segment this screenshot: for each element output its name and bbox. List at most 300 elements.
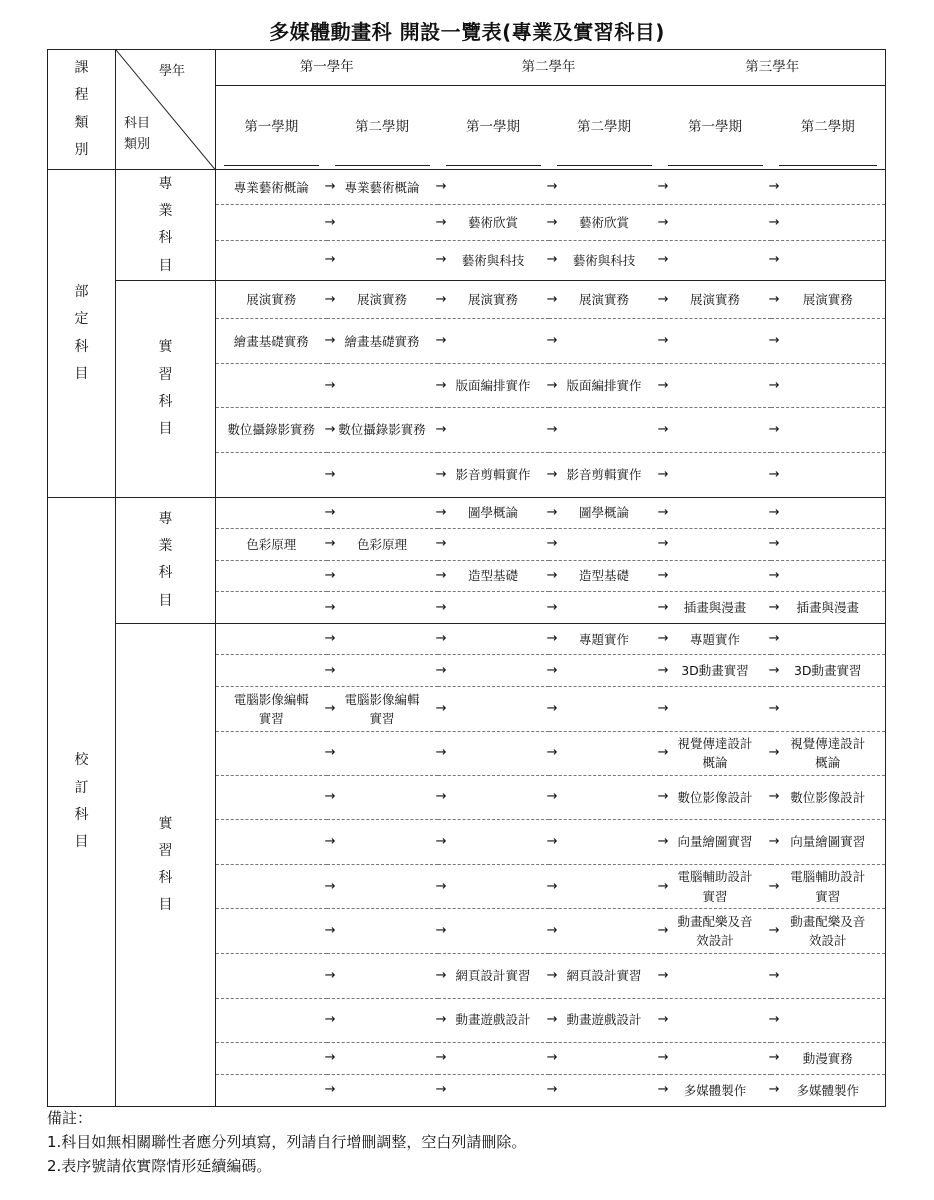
arrow-icon: →: [324, 1082, 336, 1098]
semester-header: [771, 86, 886, 170]
arrow-icon: →: [657, 1082, 669, 1098]
subject-cell: [657, 319, 780, 364]
arrow-icon: →: [657, 833, 669, 849]
arrow-icon: →: [657, 377, 669, 393]
subject-cell: [216, 954, 336, 998]
arrow-icon: →: [768, 833, 780, 849]
subject-cell: [435, 1042, 558, 1074]
subject-cell: [324, 909, 447, 954]
subject-cell: [324, 452, 447, 497]
arrow-icon: →: [435, 1012, 447, 1028]
subject-name: 電腦影像編輯實習: [344, 691, 420, 726]
subject-cell: [546, 819, 669, 864]
table-row: [48, 281, 886, 319]
subject-name: 造型基礎: [578, 568, 629, 584]
arrow-icon: →: [324, 745, 336, 761]
subject-cell: [657, 819, 780, 864]
subject-cell: [435, 865, 558, 909]
arrow-icon: →: [435, 214, 447, 230]
arrow-icon: →: [546, 789, 558, 805]
arrow-icon: →: [546, 377, 558, 393]
subject-cell: [546, 731, 669, 775]
arrow-icon: →: [768, 1082, 780, 1098]
subject-cell: [324, 528, 447, 560]
arrow-icon: →: [435, 252, 447, 268]
arrow-icon: →: [768, 536, 780, 552]
subject-name: 藝術欣賞: [578, 214, 629, 230]
subject-cell: [216, 775, 336, 819]
subject-cell: [546, 528, 669, 560]
arrow-icon: →: [657, 700, 669, 716]
subject-cell: [435, 687, 558, 731]
course-table: [47, 49, 886, 1107]
semester-label: 第二學期: [800, 119, 855, 136]
subject-cell: [657, 687, 780, 731]
arrow-icon: →: [546, 1050, 558, 1066]
arrow-icon: →: [546, 214, 558, 230]
subject-cell: [324, 592, 447, 624]
subject-cell: [768, 408, 886, 452]
subject-cell: [435, 497, 558, 528]
subject-cell: [768, 592, 886, 624]
arrow-icon: →: [768, 745, 780, 761]
arrow-icon: →: [768, 878, 780, 894]
subject-cell: [324, 624, 447, 655]
subject-cell: [768, 319, 886, 364]
arrow-icon: →: [657, 1012, 669, 1028]
arrow-icon: →: [324, 252, 336, 268]
subject-cell: [768, 170, 886, 205]
arrow-icon: →: [546, 252, 558, 268]
subject-cell: [546, 998, 669, 1042]
subject-name: 版面編排實作: [455, 378, 531, 394]
subject-cell: [216, 592, 336, 624]
arrow-icon: →: [768, 967, 780, 983]
subject-name: 專題實作: [578, 631, 629, 647]
arrow-icon: →: [546, 179, 558, 195]
subject-cell: [216, 528, 336, 560]
subject-cell: [216, 452, 336, 497]
subject-cell: [324, 1074, 447, 1106]
subject-cell: [657, 998, 780, 1042]
subject-cell: [768, 497, 886, 528]
arrow-icon: →: [435, 421, 447, 437]
subject-name: 網頁設計實習: [566, 968, 642, 984]
subject-name: 電腦輔助設計實習: [677, 869, 753, 904]
category-school: [48, 497, 116, 1106]
subject-name: 展演實務: [689, 291, 740, 307]
subject-cell: [657, 205, 780, 241]
subject-cell: [657, 592, 780, 624]
subject-cell: [435, 655, 558, 687]
year-header-2: 第二學年: [438, 50, 660, 86]
subject-name: 展演實務: [246, 291, 297, 307]
arrow-icon: →: [435, 504, 447, 520]
subject-cell: [768, 655, 886, 687]
notes-label: 備註：: [47, 1109, 93, 1127]
subject-cell: [216, 687, 336, 731]
subject-type: [116, 170, 216, 281]
subject-cell: [657, 909, 780, 954]
subject-cell: [324, 954, 447, 998]
corner-bottom-label: 科目 類別: [124, 115, 151, 152]
arrow-icon: →: [435, 1082, 447, 1098]
subject-cell: [324, 281, 447, 319]
arrow-icon: →: [657, 214, 669, 230]
subject-cell: [768, 452, 886, 497]
subject-name: 專業藝術概論: [344, 179, 420, 195]
subject-cell: [435, 528, 558, 560]
arrow-icon: →: [546, 291, 558, 307]
semester-header: [216, 86, 327, 170]
subject-cell: [435, 205, 558, 241]
arrow-icon: →: [657, 789, 669, 805]
subject-cell: [768, 819, 886, 864]
subject-name: 電腦影像編輯實習: [233, 691, 309, 726]
subject-name: 3D動畫實習: [681, 663, 749, 679]
subject-cell: [324, 170, 447, 205]
subject-cell: [324, 775, 447, 819]
arrow-icon: →: [324, 1050, 336, 1066]
subject-name: 向量繪圖實習: [677, 834, 753, 850]
semester-underline: [335, 165, 430, 166]
arrow-icon: →: [657, 567, 669, 583]
subject-cell: [768, 281, 886, 319]
subject-cell: [768, 865, 886, 909]
arrow-icon: →: [435, 377, 447, 393]
subject-cell: [216, 655, 336, 687]
corner-top-label: 學年: [158, 64, 185, 79]
subject-cell: [216, 909, 336, 954]
arrow-icon: →: [768, 700, 780, 716]
subject-name: 數位攝錄影實務: [338, 422, 426, 438]
subject-cell: [216, 281, 336, 319]
subject-cell: [216, 865, 336, 909]
subject-name: 色彩原理: [246, 536, 297, 552]
subject-cell: [324, 865, 447, 909]
subject-cell: [546, 775, 669, 819]
arrow-icon: →: [657, 1050, 669, 1066]
year-header-3: 第三學年: [660, 50, 886, 86]
subject-cell: [435, 819, 558, 864]
subject-name: 多媒體製作: [796, 1082, 859, 1098]
subject-cell: [768, 998, 886, 1042]
arrow-icon: →: [768, 662, 780, 678]
subject-cell: [435, 319, 558, 364]
subject-name: 向量繪圖實習: [790, 834, 866, 850]
arrow-icon: →: [657, 745, 669, 761]
arrow-icon: →: [324, 291, 336, 307]
subject-cell: [546, 954, 669, 998]
subject-cell: [768, 624, 886, 655]
category-header-text: 課 程 類 別: [74, 60, 89, 158]
subject-cell: [657, 954, 780, 998]
subject-name: 多媒體製作: [683, 1082, 747, 1098]
arrow-icon: →: [324, 923, 336, 939]
note-item: 2.表序號請依實際情形延續編碼。: [47, 1157, 272, 1175]
subject-name: 圖學概論: [467, 505, 518, 521]
subject-name: 數位影像設計: [790, 789, 866, 805]
subject-cell: [546, 319, 669, 364]
subject-cell: [768, 775, 886, 819]
subject-name: 插畫與漫畫: [683, 599, 747, 615]
arrow-icon: →: [324, 878, 336, 894]
arrow-icon: →: [768, 377, 780, 393]
subject-name: 圖學概論: [578, 505, 629, 521]
semester-label: 第一學期: [466, 119, 520, 136]
subject-cell: [324, 655, 447, 687]
semester-underline: [779, 165, 878, 166]
arrow-icon: →: [768, 599, 780, 615]
subject-cell: [768, 909, 886, 954]
subject-cell: [324, 1042, 447, 1074]
arrow-icon: →: [324, 789, 336, 805]
arrow-icon: →: [324, 466, 336, 482]
subject-name: 展演實務: [802, 291, 853, 307]
arrow-icon: →: [768, 466, 780, 482]
arrow-icon: →: [546, 504, 558, 520]
arrow-icon: →: [435, 599, 447, 615]
subject-cell: [324, 240, 447, 280]
subject-name: 視覺傳達設計概論: [790, 735, 866, 771]
semester-underline: [224, 165, 319, 166]
arrow-icon: →: [324, 504, 336, 520]
arrow-icon: →: [324, 179, 336, 195]
subject-cell: [657, 624, 780, 655]
subject-cell: [768, 205, 886, 241]
subject-cell: [546, 364, 669, 408]
subject-name: 動畫遊戲設計: [455, 1012, 531, 1028]
arrow-icon: →: [546, 878, 558, 894]
subject-cell: [216, 364, 336, 408]
arrow-icon: →: [324, 536, 336, 552]
arrow-icon: →: [768, 567, 780, 583]
subject-name: 展演實務: [467, 291, 518, 307]
arrow-icon: →: [435, 567, 447, 583]
arrow-icon: →: [546, 745, 558, 761]
arrow-icon: →: [546, 536, 558, 552]
arrow-icon: →: [324, 662, 336, 678]
subject-cell: [546, 624, 669, 655]
subject-cell: [324, 408, 447, 452]
semester-label: 第一學期: [244, 119, 299, 136]
arrow-icon: →: [657, 252, 669, 268]
subject-cell: [546, 865, 669, 909]
subject-cell: [435, 731, 558, 775]
subject-cell: [435, 624, 558, 655]
subject-cell: [546, 560, 669, 591]
arrow-icon: →: [546, 923, 558, 939]
subject-name: 動漫實務: [802, 1050, 853, 1066]
notes: [47, 1106, 526, 1178]
year-header-1: 第一學年: [216, 50, 438, 86]
subject-cell: [216, 998, 336, 1042]
subject-cell: [546, 655, 669, 687]
subject-cell: [216, 731, 336, 775]
subject-cell: [435, 560, 558, 591]
subject-name: 電腦輔助設計實習: [790, 869, 866, 904]
subject-cell: [657, 528, 780, 560]
subject-cell: [546, 1074, 669, 1106]
subject-cell: [657, 731, 780, 775]
subject-name: 視覺傳達設計概論: [677, 735, 753, 771]
semester-underline: [557, 165, 652, 166]
subject-cell: [546, 240, 669, 280]
subject-cell: [435, 954, 558, 998]
subject-cell: [216, 1074, 336, 1106]
semester-underline: [446, 165, 541, 166]
arrow-icon: →: [546, 662, 558, 678]
subject-cell: [657, 364, 780, 408]
subject-cell: [768, 528, 886, 560]
arrow-icon: →: [768, 504, 780, 520]
subject-name: 展演實務: [356, 291, 407, 307]
subject-cell: [657, 170, 780, 205]
subject-type-label: 實 習 科 目: [158, 815, 173, 914]
subject-name: 3D動畫實習: [793, 663, 862, 679]
arrow-icon: →: [435, 291, 447, 307]
arrow-icon: →: [768, 421, 780, 437]
arrow-icon: →: [768, 1012, 780, 1028]
subject-cell: [216, 408, 336, 452]
subject-name: 影音剪輯實作: [566, 466, 642, 482]
subject-cell: [324, 319, 447, 364]
category-required: [48, 170, 116, 497]
semester-header: [438, 86, 549, 170]
arrow-icon: →: [324, 967, 336, 983]
arrow-icon: →: [435, 967, 447, 983]
arrow-icon: →: [768, 252, 780, 268]
subject-cell: [324, 731, 447, 775]
subject-cell: [324, 497, 447, 528]
subject-name: 藝術欣賞: [467, 214, 518, 230]
arrow-icon: →: [657, 923, 669, 939]
subject-cell: [324, 205, 447, 241]
subject-cell: [768, 1074, 886, 1106]
arrow-icon: →: [546, 1082, 558, 1098]
arrow-icon: →: [657, 466, 669, 482]
arrow-icon: →: [768, 179, 780, 195]
subject-cell: [546, 281, 669, 319]
subject-cell: [216, 624, 336, 655]
subject-cell: [768, 364, 886, 408]
arrow-icon: →: [435, 466, 447, 482]
subject-cell: [216, 819, 336, 864]
arrow-icon: →: [324, 700, 336, 716]
subject-name: 繪畫基礎實務: [344, 333, 420, 349]
subject-cell: [546, 170, 669, 205]
arrow-icon: →: [435, 536, 447, 552]
subject-cell: [768, 731, 886, 775]
subject-type: [116, 497, 216, 623]
category-header: [48, 50, 116, 170]
arrow-icon: →: [657, 179, 669, 195]
subject-type-label: 專 業 科 目: [158, 510, 173, 609]
arrow-icon: →: [768, 789, 780, 805]
subject-name: 數位攝錄影實務: [227, 422, 315, 438]
arrow-icon: →: [435, 1050, 447, 1066]
table-row: [48, 170, 886, 205]
arrow-icon: →: [324, 377, 336, 393]
subject-cell: [435, 452, 558, 497]
corner-cell: [116, 50, 216, 170]
subject-cell: [435, 408, 558, 452]
arrow-icon: →: [768, 333, 780, 349]
subject-cell: [435, 775, 558, 819]
subject-cell: [435, 281, 558, 319]
subject-cell: [435, 240, 558, 280]
subject-type: [116, 281, 216, 498]
arrow-icon: →: [768, 291, 780, 307]
arrow-icon: →: [435, 833, 447, 849]
arrow-icon: →: [324, 567, 336, 583]
subject-cell: [435, 909, 558, 954]
arrow-icon: →: [546, 567, 558, 583]
arrow-icon: →: [657, 599, 669, 615]
subject-cell: [768, 1042, 886, 1074]
subject-cell: [216, 170, 336, 205]
semester-label: 第二學期: [577, 119, 631, 136]
subject-name: 專業藝術概論: [233, 179, 309, 195]
subject-cell: [546, 452, 669, 497]
subject-cell: [546, 592, 669, 624]
subject-name: 藝術與科技: [572, 252, 636, 268]
subject-name: 影音剪輯實作: [455, 466, 531, 482]
subject-cell: [324, 687, 447, 731]
arrow-icon: →: [657, 878, 669, 894]
page-title: 多媒體動畫科 開設一覽表(專業及實習科目): [269, 20, 665, 44]
subject-name: 動畫遊戲設計: [566, 1012, 642, 1028]
subject-cell: [657, 1074, 780, 1106]
subject-cell: [546, 687, 669, 731]
subject-name: 版面編排實作: [566, 378, 642, 394]
subject-cell: [216, 560, 336, 591]
subject-cell: [435, 592, 558, 624]
table-row: [48, 497, 886, 528]
semester-header: [327, 86, 438, 170]
arrow-icon: →: [435, 745, 447, 761]
arrow-icon: →: [657, 333, 669, 349]
subject-cell: [546, 909, 669, 954]
arrow-icon: →: [546, 421, 558, 437]
subject-cell: [324, 560, 447, 591]
subject-cell: [546, 1042, 669, 1074]
subject-cell: [546, 205, 669, 241]
subject-cell: [768, 240, 886, 280]
arrow-icon: →: [324, 1012, 336, 1028]
arrow-icon: →: [546, 333, 558, 349]
arrow-icon: →: [324, 214, 336, 230]
subject-cell: [546, 408, 669, 452]
subject-cell: [657, 560, 780, 591]
arrow-icon: →: [546, 833, 558, 849]
subject-cell: [435, 998, 558, 1042]
arrow-icon: →: [546, 1012, 558, 1028]
subject-name: 動畫配樂及音效設計: [677, 913, 753, 949]
semester-header: [549, 86, 660, 170]
subject-cell: [657, 775, 780, 819]
arrow-icon: →: [324, 421, 336, 437]
arrow-icon: →: [546, 466, 558, 482]
arrow-icon: →: [546, 599, 558, 615]
arrow-icon: →: [657, 291, 669, 307]
arrow-icon: →: [324, 333, 336, 349]
arrow-icon: →: [768, 1050, 780, 1066]
arrow-icon: →: [657, 631, 669, 647]
semester-label: 第二學期: [355, 119, 409, 136]
subject-cell: [657, 240, 780, 280]
subject-cell: [768, 560, 886, 591]
